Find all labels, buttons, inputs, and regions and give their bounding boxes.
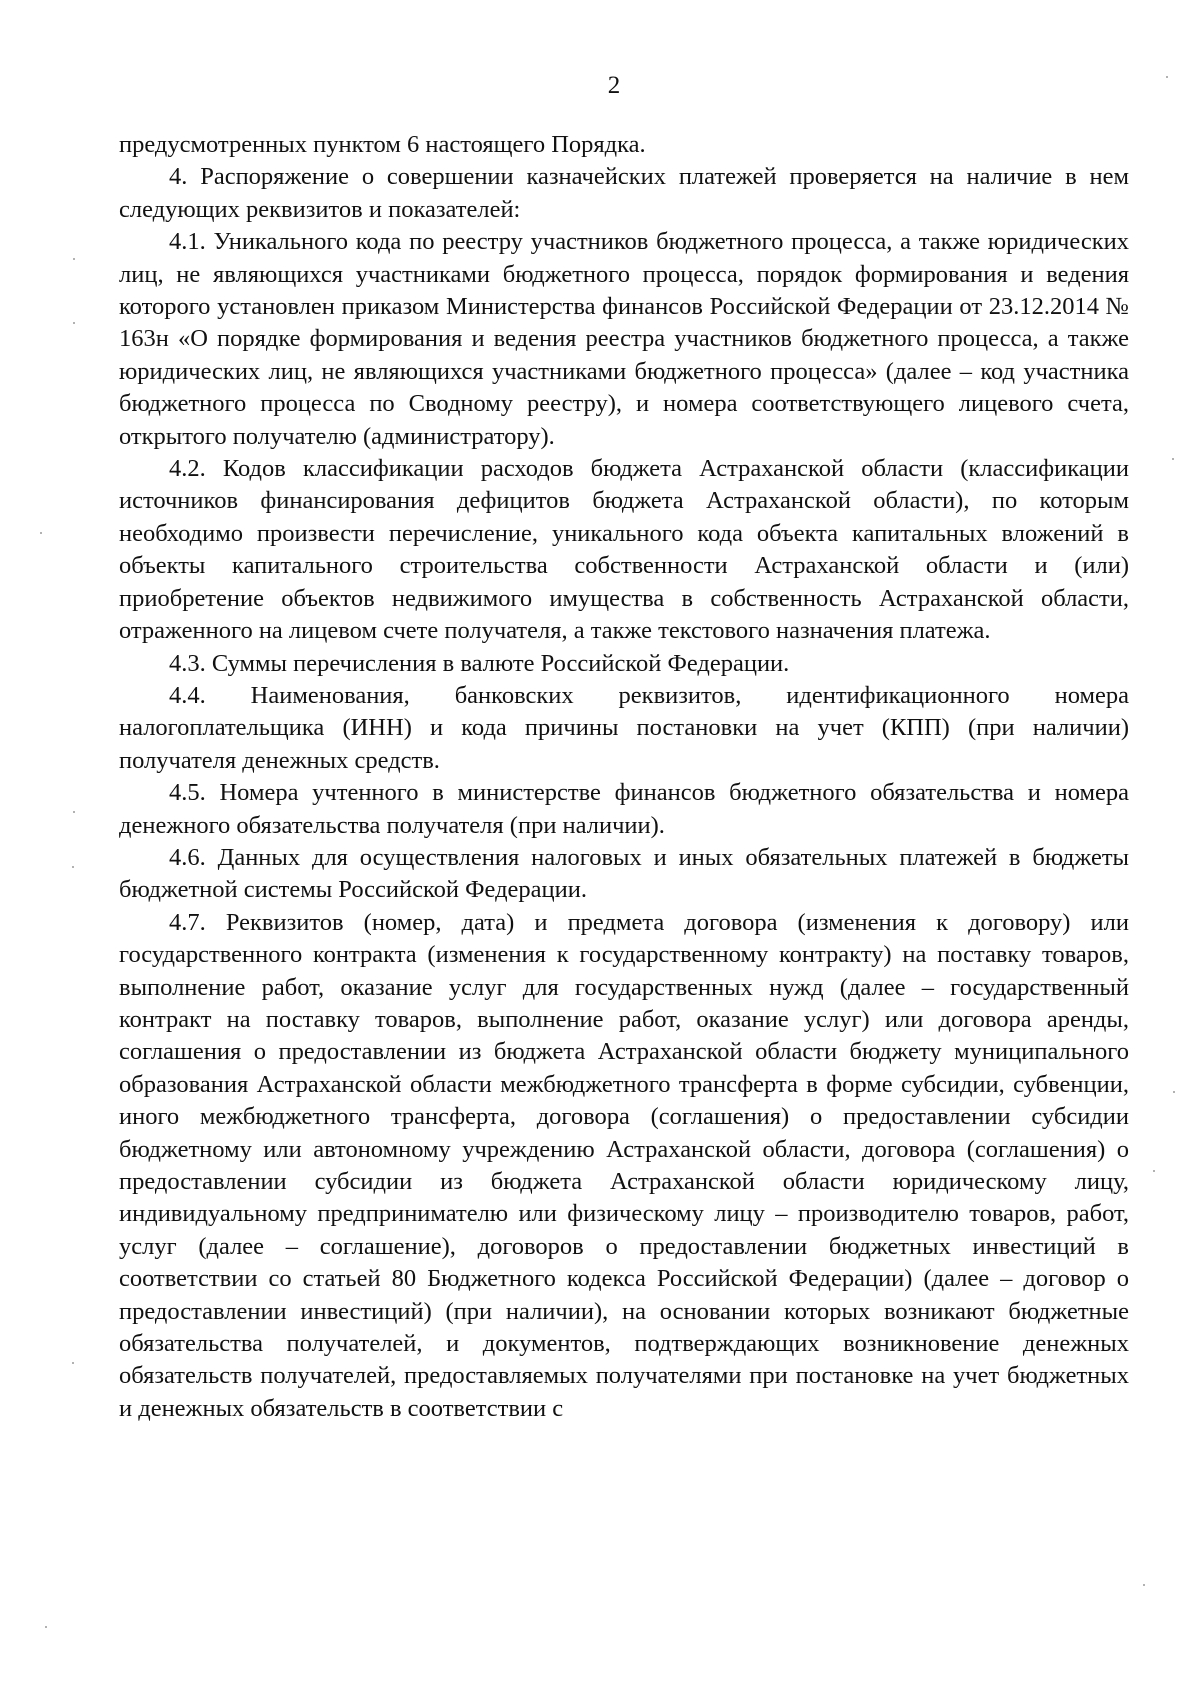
scan-speck bbox=[40, 532, 42, 534]
paragraph-continuation: предусмотренных пунктом 6 настоящего Порядка. bbox=[119, 131, 646, 158]
scan-speck bbox=[72, 866, 74, 868]
document-body bbox=[119, 129, 1129, 1425]
paragraph-4-3: 4.3. Суммы перечисления в валюте Российской Федерации. bbox=[169, 649, 790, 677]
page-number: 2 bbox=[607, 72, 621, 99]
paragraph-4-5: 4.5. Номера учтенного в министерстве финансов бюджетного обязательства и номера денежного обязательства получателя (при наличии). bbox=[119, 779, 1129, 839]
scan-speck bbox=[1153, 1170, 1155, 1172]
scan-speck bbox=[73, 811, 75, 813]
paragraph-4-1: 4.1. Уникального кода по реестру участников бюджетного процесса, а также юридических лиц, не являющихся участниками бюджетного процесса, порядок формирования и ведения которого установлен приказом Министерства финансов Российской Федерации от 23.12.2014 № 163н «О порядке формирования и ведения реестра участников бюджетного процесса, а также юридических лиц, не являющихся участниками бюджетного процесса» (далее – код участника бюджетного процесса по Сводному реестру), и номера соответствующего лицевого счета, открытого получателю (администратору). bbox=[119, 228, 1129, 450]
paragraph-4-6: 4.6. Данных для осуществления налоговых и иных обязательных платежей в бюджеты бюджетной системы Российской Федерации. bbox=[119, 843, 1129, 904]
scan-speck bbox=[1143, 1584, 1145, 1586]
paragraph-4-2: 4.2. Кодов классификации расходов бюджета Астраханской области (классификации источников финансирования дефицитов бюджета Астраханской области), по которым необходимо произвести перечисление, уникального кода объекта капитальных вложений в объекты капитального строительства собственности Астраханской области и (или) приобретение объектов недвижимого имущества в собственность Астраханской области, отраженного на лицевом счете получателя, а также текстового назначения платежа. bbox=[119, 455, 1129, 645]
paragraph-4-7: 4.7. Реквизитов (номер, дата) и предмета договора (изменения к договору) или государственного контракта (изменения к государственному контракту) на поставку товаров, выполнение работ, оказание услуг для государственных нужд (далее – государственный контракт на поставку товаров, выполнение работ, оказание услуг) или договора аренды, соглашения о предоставлении из бюджета Астраханской области бюджету муниципального образования Астраханской области межбюджетного трансферта в форме субсидии, субвенции, иного межбюджетного трансферта, договора (соглашения) о предоставлении субсидии бюджетному или автономному учреждению Астраханской области, договора (соглашения) о предоставлении субсидии из бюджета Астраханской области юридическому лицу, индивидуальному предпринимателю или физическому лицу – производителю товаров, работ, услуг (далее – соглашение), договоров о предоставлении бюджетных инвестиций в соответствии со статьей 80 Бюджетного кодекса Российской Федерации) (далее – договор о предоставлении инвестиций) (при наличии), на основании которых возникают бюджетные обязательства получателей, и документов, подтверждающих возникновение денежных обязательств получателей, предоставляемых получателями при постановке на учет бюджетных и денежных обязательств в соответствии с bbox=[119, 908, 1129, 1422]
scan-speck bbox=[1166, 76, 1168, 78]
scan-speck bbox=[1172, 458, 1174, 460]
scan-speck bbox=[1173, 1091, 1175, 1093]
paragraph-4: 4. Распоряжение о совершении казначейских платежей проверяется на наличие в нем следующих реквизитов и показателей: bbox=[119, 163, 1129, 223]
scan-speck bbox=[73, 322, 75, 324]
paragraph-4-4: 4.4. Наименования, банковских реквизитов, идентификационного номера налогоплательщика (ИНН) и кода причины постановки на учет (КПП) (при наличии) получателя денежных средств. bbox=[119, 681, 1129, 774]
scan-speck bbox=[73, 258, 75, 260]
scan-speck bbox=[72, 1362, 74, 1364]
scan-speck bbox=[45, 1626, 47, 1628]
